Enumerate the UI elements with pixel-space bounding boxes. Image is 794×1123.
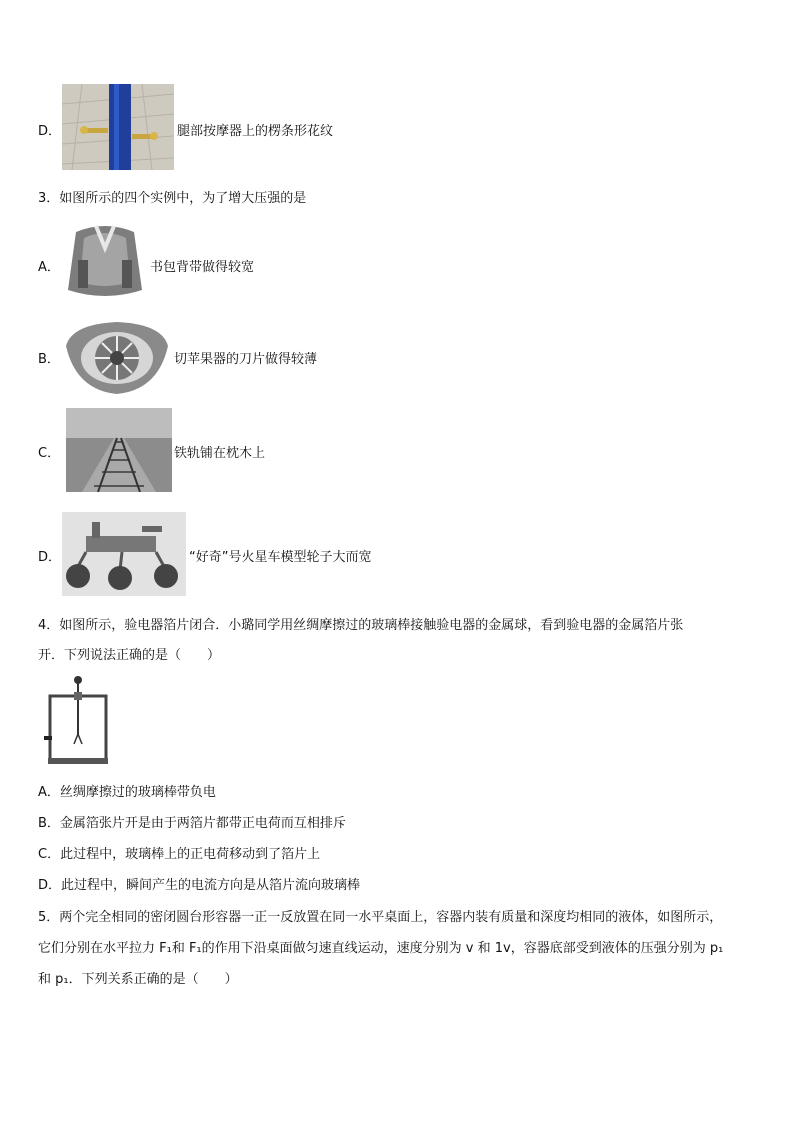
option-caption: 铁轨铺在枕木上 [174,446,266,461]
question-4-stem-line1: 4．如图所示，验电器箔片闭合．小璐同学用丝绸摩擦过的玻璃棒接触验电器的金属球，看到验电器的金属箔片张 [38,618,684,633]
question-5-line1: 5．两个完全相同的密闭圆台形容器一正一反放置在同一水平桌面上，容器内装有质量和深度均相同的液体，如图所示， [38,910,723,925]
question-4-stem-line2: 开．下列说法正确的是（ ） [38,648,221,663]
option-letter: D． [38,124,62,139]
option-letter: A． [38,260,60,275]
option-caption: 切苹果器的刀片做得较薄 [174,352,318,367]
apple-cutter-image [62,316,172,398]
option-caption: “好奇”号火星车模型轮子大而宽 [189,550,372,565]
question-5-line3: 和 p₁．下列关系正确的是（ ） [38,972,238,987]
electroscope-image [40,674,114,766]
question-5-line2: 它们分别在水平拉力 F₁和 F₁的作用下沿桌面做匀速直线运动，速度分别为 v 和 1v，容器底部受到液体的压强分别为 p₁ [38,941,724,956]
option-text: A．丝绸摩擦过的玻璃棒带负电 [38,785,216,800]
option-text: D．此过程中，瞬间产生的电流方向是从箔片流向玻璃棒 [38,878,361,893]
railway-track-image [66,408,172,492]
option-caption: 腿部按摩器上的楞条形花纹 [177,124,334,139]
option-letter: D． [38,550,62,565]
option-caption: 书包背带做得较宽 [150,260,255,275]
option-text: B．金属箔张片开是由于两箔片都带正电荷而互相排斥 [38,816,346,831]
option-text: C．此过程中，玻璃棒上的正电荷移动到了箔片上 [38,847,321,862]
question-3-stem: 3．如图所示的四个实例中，为了增大压强的是 [38,191,307,206]
option-letter: C． [38,446,61,461]
leg-massager-image [62,84,174,170]
mars-rover-image [62,512,186,596]
option-letter: B． [38,352,60,367]
backpack-image [62,220,148,302]
